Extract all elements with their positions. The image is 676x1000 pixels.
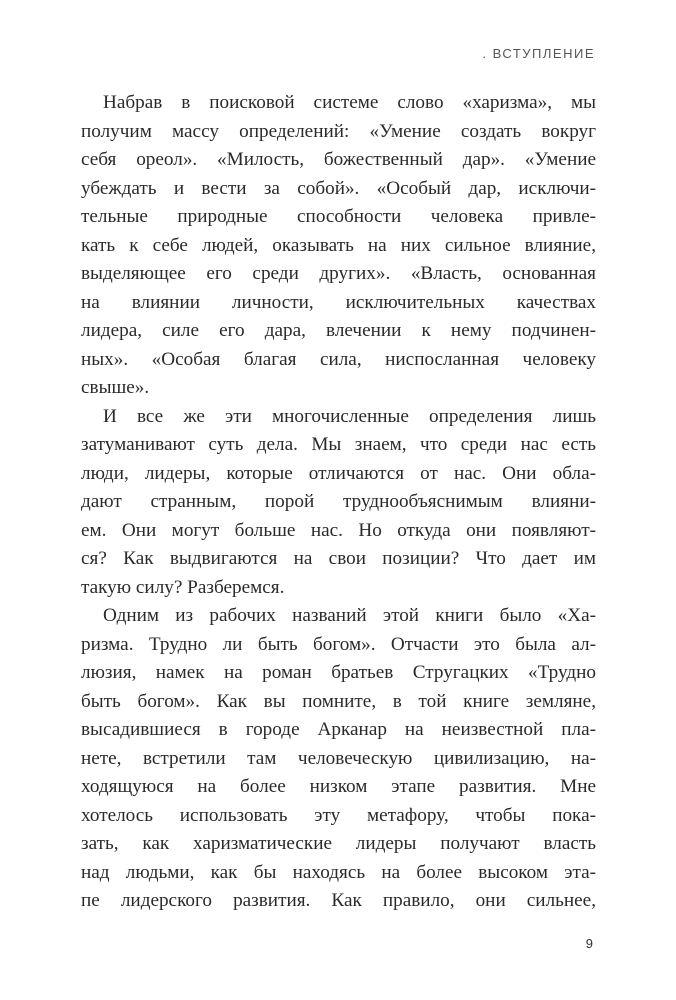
body-text <box>81 89 596 916</box>
text-line: дают странным, порой труднообъяснимым влияни- <box>81 491 596 512</box>
running-head: . ВСТУПЛЕНИЕ <box>482 46 595 61</box>
text-line: получим массу определений: «Умение создать вокруг <box>81 120 596 142</box>
text-line: кать к себе людей, оказывать на них сильное влияние, <box>81 234 596 256</box>
text-line: такую силу? Разберемся. <box>81 576 285 598</box>
text-line: ходящуюся на более низком этапе развития. Мне <box>81 776 596 797</box>
text-line: И все же эти многочисленные определения лишь <box>103 405 596 427</box>
text-line: ся? Как выдвигаются на свои позиции? Что дает им <box>81 548 596 569</box>
text-line: ризма. Трудно ли быть богом». Отчасти это была ал- <box>81 633 596 655</box>
text-line: люди, лидеры, которые отличаются от нас. Они обла- <box>81 462 596 484</box>
text-line: над людьми, как бы находясь на более высоком эта- <box>81 861 596 883</box>
text-line: убеждать и вести за собой». «Особый дар, исключи- <box>81 177 596 199</box>
text-line: ных». «Особая благая сила, ниспосланная человеку <box>81 348 596 370</box>
text-line: хотелось использовать эту метафору, чтобы пока- <box>81 804 596 826</box>
text-line: зать, как харизматические лидеры получают власть <box>81 833 596 854</box>
text-line: Набрав в поисковой системе слово «харизма», мы <box>103 92 596 113</box>
text-line: выделяющее его среди других». «Власть, основанная <box>81 263 596 284</box>
text-line: ем. Они могут больше нас. Но откуда они появляют- <box>81 519 596 541</box>
text-line: быть богом». Как вы помните, в той книге земляне, <box>81 690 596 712</box>
text-line: нете, встретили там человеческую цивилизацию, на- <box>81 747 596 769</box>
text-line: себя ореол». «Милость, божественный дар». «Умение <box>81 149 596 170</box>
page-number: 9 <box>585 936 593 951</box>
text-line: Одним из рабочих названий этой книги было «Ха- <box>103 605 596 626</box>
text-line: на влиянии личности, исключительных качествах <box>81 291 596 313</box>
text-line: высадившиеся в городе Арканар на неизвестной пла- <box>81 719 596 740</box>
text-line: пе лидерского развития. Как правило, они сильнее, <box>81 890 596 911</box>
text-line: люзия, намек на роман братьев Стругацких «Трудно <box>81 662 596 683</box>
text-line: свыше». <box>81 377 150 398</box>
text-line: тельные природные способности человека привле- <box>81 206 596 227</box>
text-line: лидера, силе его дара, влечении к нему подчинен- <box>81 320 596 341</box>
text-line: затуманивают суть дела. Мы знаем, что среди нас есть <box>81 434 596 455</box>
